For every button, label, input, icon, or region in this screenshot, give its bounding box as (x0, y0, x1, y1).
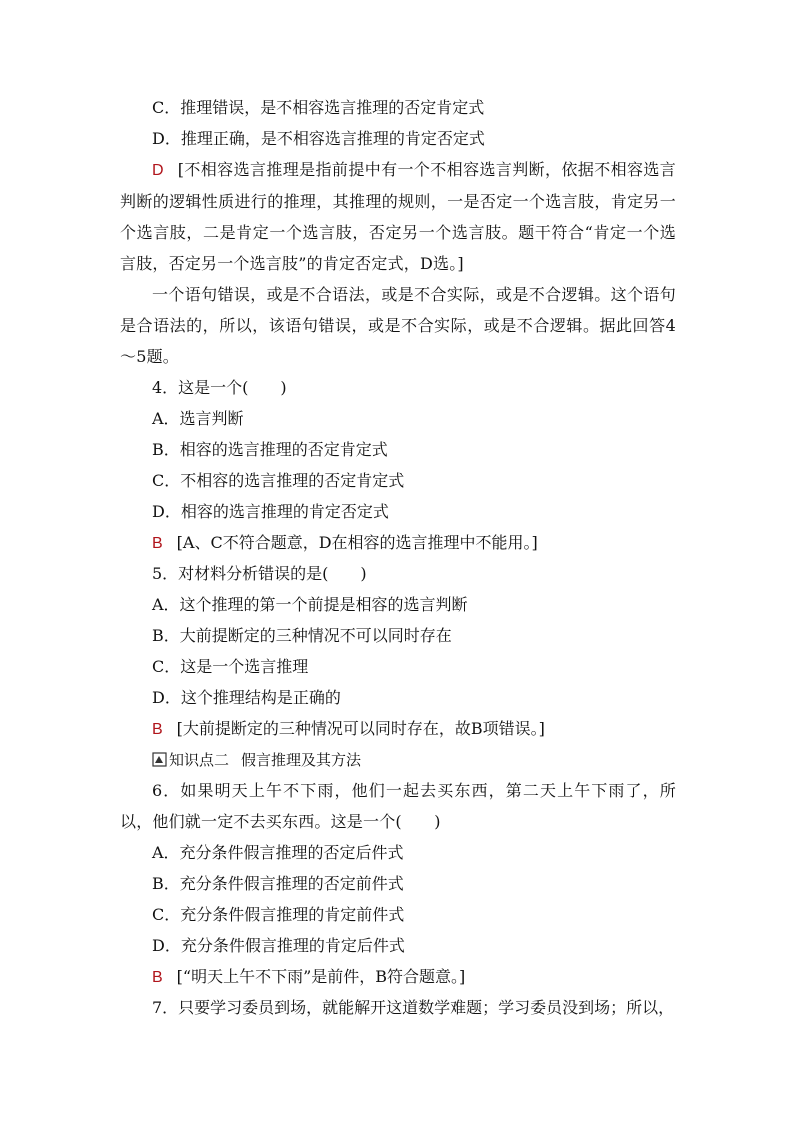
q6-option-b: B．充分条件假言推理的否定前件式 (152, 874, 404, 893)
q3-answer-explanation: [不相容选言推理是指前提中有一个不相容选言判断，依据不相容选言判断的逻辑性质进行的推理，其推理的规则，一是否定一个选言肢，肯定另一个选言肢，二是肯定一个选言肢，否定另一个选言肢。题干符合“肯定一个选言肢，否定另一个选言肢”的肯定否定式，D选。] (120, 160, 676, 273)
q4-answer-explanation: [A、C不符合题意，D在相容的选言推理中不能用。] (176, 533, 538, 552)
q6-option-d: D．充分条件假言推理的肯定后件式 (152, 936, 405, 955)
q6-answer-explanation: [“明天上午不下雨”是前件，B符合题意。] (176, 967, 466, 986)
page-content (120, 92, 676, 1023)
q5-answer-explanation: [大前提断定的三种情况可以同时存在，故B项错误。] (176, 719, 545, 738)
knowledge-point-icon (152, 746, 167, 761)
q5-option-b: B．大前提断定的三种情况不可以同时存在 (152, 626, 452, 645)
q4-answer-letter: B (152, 535, 163, 552)
q3-answer-letter: D (152, 162, 164, 179)
q5-option-a: A．这个推理的第一个前提是相容的选言判断 (152, 595, 468, 614)
q4-answer (120, 527, 676, 558)
q3-option-c: C．推理错误，是不相容选言推理的否定肯定式 (152, 98, 485, 117)
q6-stem: 6．如果明天上午不下雨，他们一起去买东西，第二天上午下雨了，所以，他们就一定不去买东西。这是一个( ) (120, 781, 676, 831)
q4-option-a: A．选言判断 (152, 409, 244, 428)
q5-answer-letter: B (152, 721, 163, 738)
q7-stem: 7．只要学习委员到场，就能解开这道数学难题；学习委员没到场；所以， (152, 998, 675, 1017)
q5-stem: 5．对材料分析错误的是( ) (152, 564, 367, 583)
q3-option-d: D．推理正确，是不相容选言推理的肯定否定式 (152, 129, 485, 148)
q4-option-b: B．相容的选言推理的否定肯定式 (152, 440, 388, 459)
material-paragraph: 一个语句错误，或是不合语法，或是不合实际，或是不合逻辑。这个语句是合语法的，所以，该语句错误，或是不合实际，或是不合逻辑。据此回答4～5题。 (120, 285, 676, 366)
q3-answer (120, 154, 676, 279)
q6-option-a: A．充分条件假言推理的否定后件式 (152, 843, 404, 862)
q4-stem: 4．这是一个( ) (152, 378, 287, 397)
q5-option-d: D．这个推理结构是正确的 (152, 688, 341, 707)
q6-option-c: C．充分条件假言推理的肯定前件式 (152, 905, 405, 924)
section-title: 假言推理及其方法 (241, 751, 362, 769)
q6-answer (120, 961, 676, 992)
q4-option-d: D．相容的选言推理的肯定否定式 (152, 502, 389, 521)
q4-option-c: C．不相容的选言推理的否定肯定式 (152, 471, 405, 490)
q6-answer-letter: B (152, 969, 163, 986)
section-heading (120, 744, 676, 775)
section-label: 知识点二 (169, 751, 230, 769)
q5-option-c: C．这是一个选言推理 (152, 657, 309, 676)
q5-answer (120, 713, 676, 744)
